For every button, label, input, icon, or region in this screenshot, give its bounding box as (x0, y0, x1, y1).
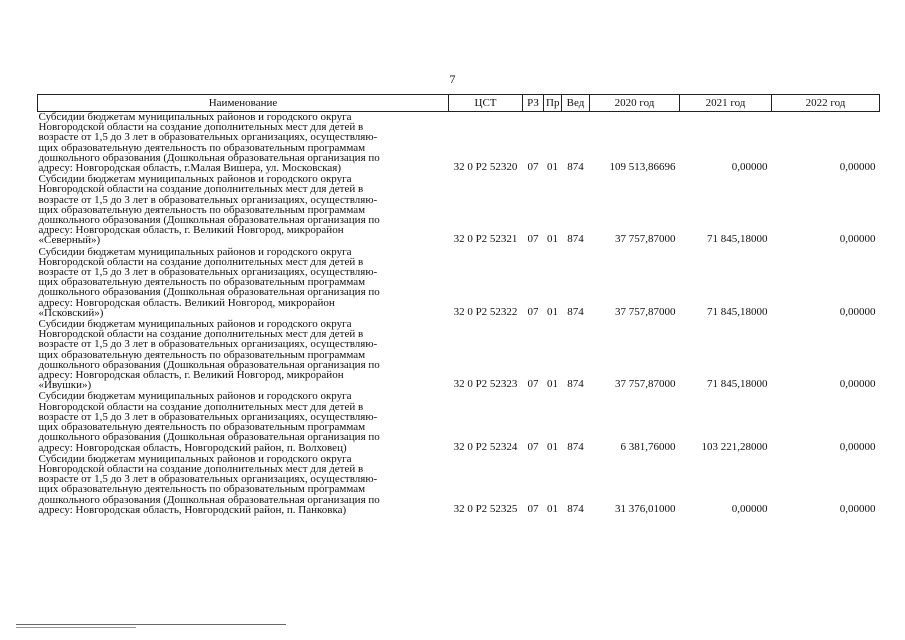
row-name-line: Новгородской области на создание дополнительных мест для детей в (38, 328, 364, 341)
budget-table (37, 94, 880, 516)
row-name-line: Субсидии бюджетам муниципальных районов и городского округа (38, 452, 352, 465)
row-rz: 07 (527, 502, 539, 515)
row-name-line: адресу: Новгородская область, Новгородский район, п. Волховец) (38, 441, 347, 454)
row-name-line: адресу: Новгородская область. Великий Новгород, микрорайон (38, 296, 335, 309)
row-2020: 37 757,87000 (615, 305, 676, 318)
row-pr: 01 (547, 502, 558, 515)
row-rz: 07 (527, 233, 539, 246)
row-ved: 874 (567, 502, 584, 515)
table-row (38, 247, 880, 319)
table-row (38, 454, 880, 516)
row-name (38, 174, 449, 246)
table-header (38, 95, 880, 112)
row-name-line: Субсидии бюджетам муниципальных районов и городского округа (38, 318, 352, 331)
row-cst: 32 0 Р2 52320 (453, 161, 518, 174)
row-rz: 07 (527, 378, 539, 391)
row-2022: 0,00000 (839, 305, 876, 318)
row-name-line: адресу: Новгородская область, г. Великий Новгород, микрорайон (38, 369, 344, 382)
row-name-line: Новгородской области на создание дополнительных мест для детей в (38, 183, 364, 196)
row-name-line: дошкольного образования (Дошкольная образовательная организация по (38, 493, 380, 506)
header-pr: Пр (544, 95, 562, 112)
row-name-line: щих образовательную деятельность по образовательным программам (38, 276, 366, 289)
row-name-line: возрасте от 1,5 до 3 лет в образовательных организациях, осуществляю- (38, 131, 378, 144)
row-pr: 01 (547, 305, 558, 318)
row-name-line: щих образовательную деятельность по образовательным программам (38, 141, 366, 154)
row-2020: 37 757,87000 (615, 233, 676, 246)
row-name-line: «Северный») (38, 234, 101, 247)
row-ved: 874 (567, 440, 584, 453)
row-name-line: «Псковский») (38, 306, 104, 319)
row-name-line: адресу: Новгородская область, г.Малая Вишера, ул. Московская) (38, 162, 342, 175)
row-name-line: щих образовательную деятельность по образовательным программам (38, 421, 366, 434)
row-name (38, 247, 449, 319)
row-name-line: адресу: Новгородская область, Новгородский район, п. Панковка) (38, 503, 347, 516)
budget-table-container (37, 94, 879, 516)
row-2022: 0,00000 (839, 378, 876, 391)
row-name-line: Новгородской области на создание дополнительных мест для детей в (38, 255, 364, 268)
row-name-line: щих образовательную деятельность по образовательным программам (38, 203, 366, 216)
row-ved: 874 (567, 161, 584, 174)
row-name (38, 391, 449, 453)
row-name-line: Новгородской области на создание дополнительных мест для детей в (38, 400, 364, 413)
header-ved: Вед (562, 95, 590, 112)
header-cst: ЦСТ (449, 95, 523, 112)
row-name-line: щих образовательную деятельность по образовательным программам (38, 483, 366, 496)
page-number: 7 (449, 72, 456, 86)
row-2021: 103 221,28000 (701, 440, 768, 453)
row-name (38, 454, 449, 516)
row-ved: 874 (567, 233, 584, 246)
table-header-row (38, 95, 880, 112)
row-name-line: дошкольного образования (Дошкольная образовательная организация по (38, 431, 380, 444)
header-2021: 2021 год (680, 95, 772, 112)
row-name-line: адресу: Новгородская область, г. Великий Новгород, микрорайон (38, 224, 344, 237)
row-pr: 01 (547, 440, 558, 453)
table-row (38, 319, 880, 391)
row-name-line: возрасте от 1,5 до 3 лет в образовательных организациях, осуществляю- (38, 338, 378, 351)
row-rz: 07 (527, 305, 539, 318)
row-2021: 0,00000 (731, 161, 768, 174)
row-name (38, 112, 449, 175)
header-2020: 2020 год (590, 95, 680, 112)
row-ved: 874 (567, 305, 584, 318)
table-body (38, 112, 880, 516)
row-name-line: возрасте от 1,5 до 3 лет в образовательных организациях, осуществляю- (38, 193, 378, 206)
row-cst: 32 0 Р2 52321 (453, 233, 518, 246)
footer-rule-short (16, 627, 136, 628)
row-name-line: возрасте от 1,5 до 3 лет в образовательных организациях, осуществляю- (38, 410, 378, 423)
table-row (38, 174, 880, 246)
row-2020: 109 513,86696 (609, 161, 676, 174)
table-row (38, 391, 880, 453)
header-name: Наименование (38, 95, 449, 112)
row-pr: 01 (547, 233, 558, 246)
row-pr: 01 (547, 378, 558, 391)
row-name-line: щих образовательную деятельность по образовательным программам (38, 348, 366, 361)
row-name-line: дошкольного образования (Дошкольная образовательная организация по (38, 214, 380, 227)
row-name-line: дошкольного образования (Дошкольная образовательная организация по (38, 151, 380, 164)
header-2022: 2022 год (772, 95, 880, 112)
row-name-line: Субсидии бюджетам муниципальных районов и городского округа (38, 111, 352, 123)
row-name-line: Новгородской области на создание дополнительных мест для детей в (38, 462, 364, 475)
row-pr: 01 (547, 161, 558, 174)
row-name-line: возрасте от 1,5 до 3 лет в образовательных организациях, осуществляю- (38, 266, 378, 279)
row-rz: 07 (527, 440, 539, 453)
row-2020: 31 376,01000 (615, 502, 676, 515)
row-cst: 32 0 Р2 52324 (453, 440, 518, 453)
row-2022: 0,00000 (839, 502, 876, 515)
row-name-line: дошкольного образования (Дошкольная образовательная организация по (38, 358, 380, 371)
row-2020: 37 757,87000 (615, 378, 676, 391)
table-row (38, 112, 880, 175)
row-name-line: Новгородской области на создание дополнительных мест для детей в (38, 121, 364, 134)
row-2022: 0,00000 (839, 161, 876, 174)
row-name-line: возрасте от 1,5 до 3 лет в образовательных организациях, осуществляю- (38, 473, 378, 486)
row-cst: 32 0 Р2 52323 (453, 378, 518, 391)
row-name-line: Субсидии бюджетам муниципальных районов и городского округа (38, 245, 352, 258)
row-rz: 07 (527, 161, 539, 174)
row-2022: 0,00000 (839, 440, 876, 453)
row-2021: 0,00000 (731, 502, 768, 515)
row-name-line: дошкольного образования (Дошкольная образовательная организация по (38, 286, 380, 299)
row-name (38, 319, 449, 391)
header-rz: РЗ (523, 95, 544, 112)
row-2020: 6 381,76000 (620, 440, 676, 453)
row-name-line: Субсидии бюджетам муниципальных районов и городского округа (38, 173, 352, 186)
row-2022: 0,00000 (839, 233, 876, 246)
footer-rule (16, 624, 286, 625)
row-2021: 71 845,18000 (707, 233, 768, 246)
row-2021: 71 845,18000 (707, 378, 768, 391)
row-name-line: «Ивушки») (38, 379, 92, 392)
row-cst: 32 0 Р2 52322 (453, 305, 518, 318)
row-ved: 874 (567, 378, 584, 391)
row-name-line: Субсидии бюджетам муниципальных районов и городского округа (38, 390, 352, 403)
row-cst: 32 0 Р2 52325 (453, 502, 518, 515)
row-2021: 71 845,18000 (707, 305, 768, 318)
